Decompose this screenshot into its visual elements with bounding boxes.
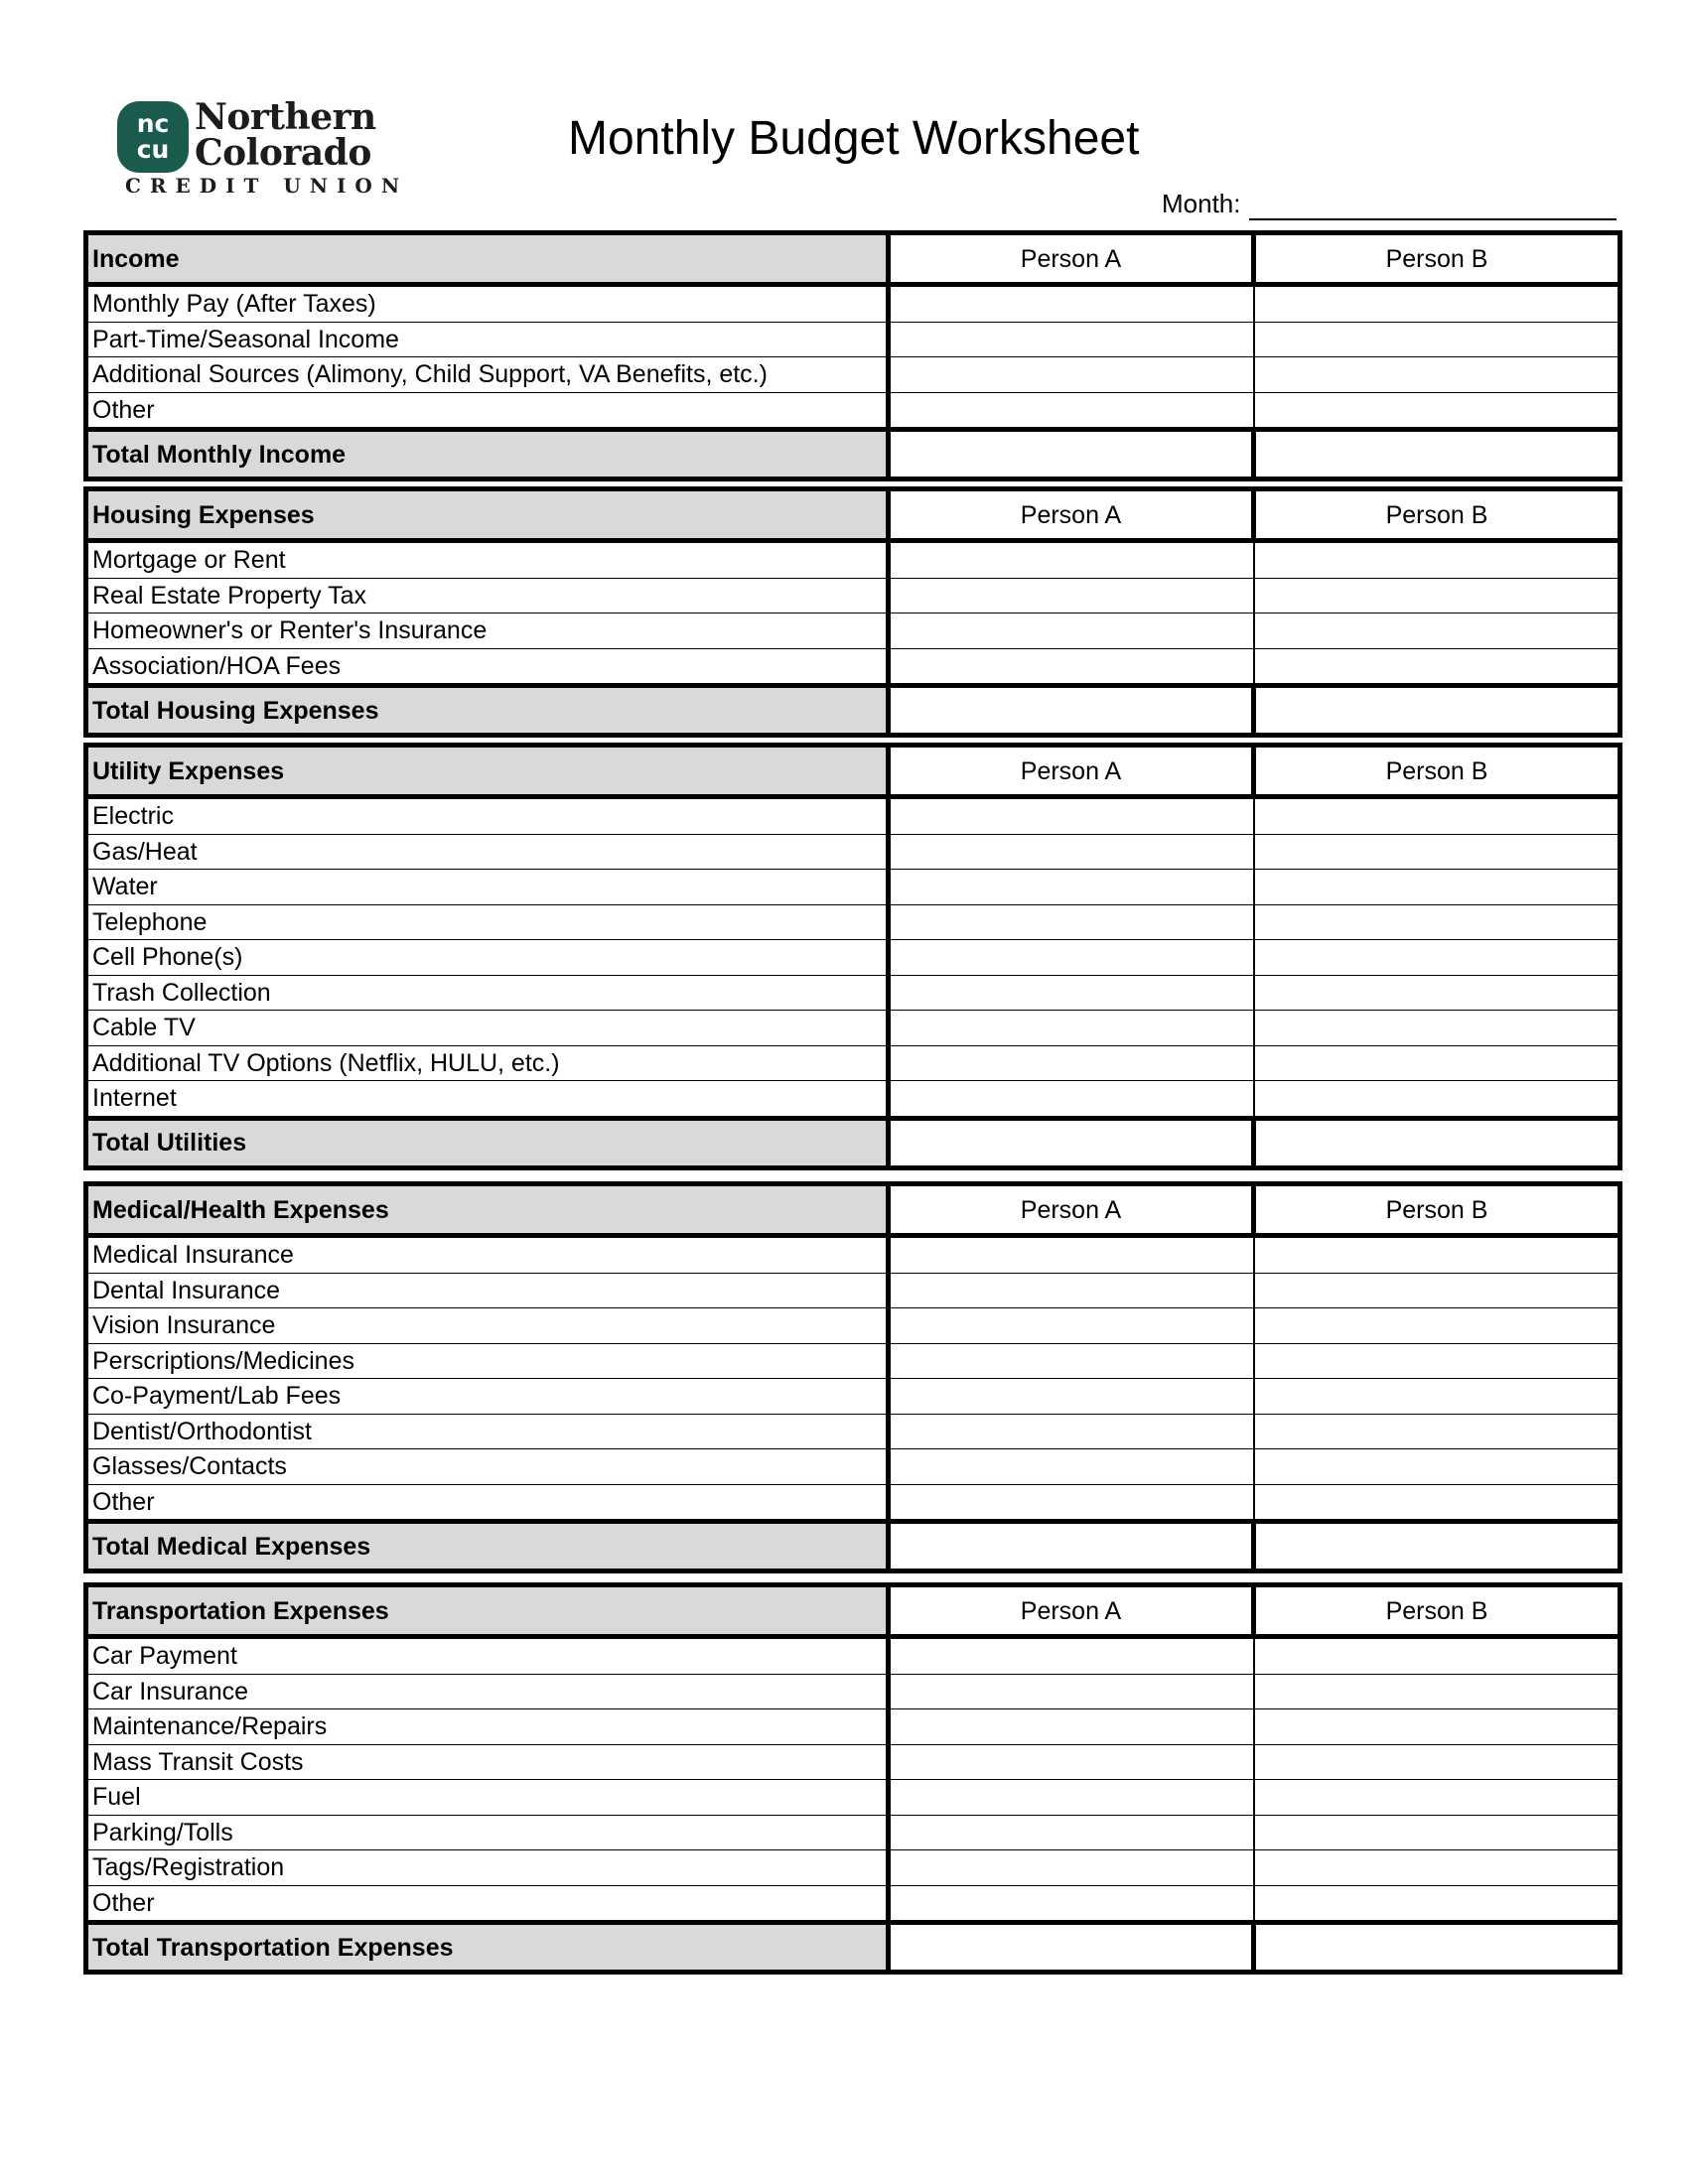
- page-title: Monthly Budget Worksheet: [568, 112, 1140, 165]
- person-b-cell[interactable]: [1254, 797, 1620, 835]
- person-a-cell[interactable]: [889, 648, 1254, 686]
- section-header: Medical/Health Expenses: [86, 1184, 889, 1236]
- person-b-cell[interactable]: [1254, 614, 1620, 649]
- row-label: Co-Payment/Lab Fees: [86, 1379, 889, 1415]
- person-b-cell[interactable]: [1254, 975, 1620, 1011]
- table-row: [86, 614, 1620, 649]
- table-row: [86, 392, 1620, 430]
- table-row: [86, 1815, 1620, 1850]
- table-row: [86, 1780, 1620, 1816]
- table-row: [86, 1081, 1620, 1119]
- logo-name-line2: Colorado: [195, 132, 371, 174]
- section-header-row: [86, 233, 1620, 285]
- logo-name-line1: Northern: [195, 96, 376, 138]
- table-row: [86, 1379, 1620, 1415]
- person-b-cell[interactable]: [1254, 1637, 1620, 1675]
- income-table: [83, 230, 1622, 481]
- total-label: Total Transportation Expenses: [86, 1923, 889, 1973]
- row-label: Part-Time/Seasonal Income: [86, 322, 889, 357]
- row-label: Dental Insurance: [86, 1273, 889, 1308]
- section-header-row: [86, 489, 1620, 541]
- person-a-total-cell[interactable]: [889, 1118, 1254, 1167]
- person-b-cell[interactable]: [1254, 904, 1620, 940]
- row-label: Additional TV Options (Netflix, HULU, etc.): [86, 1045, 889, 1081]
- table-row: [86, 1308, 1620, 1344]
- table-row: [86, 904, 1620, 940]
- person-b-cell[interactable]: [1254, 1273, 1620, 1308]
- section-header: Utility Expenses: [86, 746, 889, 797]
- person-b-cell[interactable]: [1254, 541, 1620, 579]
- row-label: Water: [86, 870, 889, 905]
- person-b-cell[interactable]: [1254, 1780, 1620, 1816]
- table-row: [86, 1011, 1620, 1046]
- person-b-cell[interactable]: [1254, 1885, 1620, 1923]
- person-b-total-cell[interactable]: [1254, 1923, 1620, 1973]
- row-label: Monthly Pay (After Taxes): [86, 285, 889, 323]
- person-a-cell[interactable]: [889, 1081, 1254, 1119]
- row-label: Vision Insurance: [86, 1308, 889, 1344]
- person-a-cell[interactable]: [889, 1011, 1254, 1046]
- person-b-header: Person B: [1254, 1585, 1620, 1637]
- person-b-cell[interactable]: [1254, 1414, 1620, 1449]
- total-row: [86, 1118, 1620, 1167]
- person-b-header: Person B: [1254, 1184, 1620, 1236]
- person-b-header: Person B: [1254, 746, 1620, 797]
- section-header-row: [86, 1585, 1620, 1637]
- person-a-cell[interactable]: [889, 1308, 1254, 1344]
- section-header-row: [86, 1184, 1620, 1236]
- table-row: [86, 648, 1620, 686]
- section-header: Transportation Expenses: [86, 1585, 889, 1637]
- person-b-total-cell[interactable]: [1254, 1118, 1620, 1167]
- table-row: [86, 834, 1620, 870]
- person-b-cell[interactable]: [1254, 1343, 1620, 1379]
- person-b-cell[interactable]: [1254, 1379, 1620, 1415]
- person-b-cell[interactable]: [1254, 1850, 1620, 1886]
- person-b-cell[interactable]: [1254, 1045, 1620, 1081]
- person-b-cell[interactable]: [1254, 1744, 1620, 1780]
- table-row: [86, 870, 1620, 905]
- row-label: Maintenance/Repairs: [86, 1709, 889, 1745]
- person-b-cell[interactable]: [1254, 1308, 1620, 1344]
- person-a-cell[interactable]: [889, 1850, 1254, 1886]
- transportation-table: [83, 1582, 1622, 1975]
- person-a-cell[interactable]: [889, 940, 1254, 976]
- person-a-total-cell[interactable]: [889, 430, 1254, 479]
- person-a-cell[interactable]: [889, 322, 1254, 357]
- total-label: Total Medical Expenses: [86, 1522, 889, 1571]
- row-label: Parking/Tolls: [86, 1815, 889, 1850]
- row-label: Other: [86, 392, 889, 430]
- table-row: [86, 940, 1620, 976]
- person-b-cell[interactable]: [1254, 834, 1620, 870]
- table-row: [86, 322, 1620, 357]
- person-b-cell[interactable]: [1254, 392, 1620, 430]
- row-label: Mass Transit Costs: [86, 1744, 889, 1780]
- person-a-cell[interactable]: [889, 541, 1254, 579]
- person-b-total-cell[interactable]: [1254, 1522, 1620, 1571]
- logo-name: [195, 96, 376, 174]
- person-a-cell[interactable]: [889, 1637, 1254, 1675]
- person-a-header: Person A: [889, 1585, 1254, 1637]
- row-label: Medical Insurance: [86, 1236, 889, 1274]
- person-a-cell[interactable]: [889, 357, 1254, 393]
- person-a-total-cell[interactable]: [889, 1923, 1254, 1973]
- row-label: Car Insurance: [86, 1674, 889, 1709]
- person-a-cell[interactable]: [889, 578, 1254, 614]
- person-a-cell[interactable]: [889, 1815, 1254, 1850]
- row-label: Trash Collection: [86, 975, 889, 1011]
- person-a-header: Person A: [889, 489, 1254, 541]
- person-a-cell[interactable]: [889, 1780, 1254, 1816]
- person-b-cell[interactable]: [1254, 322, 1620, 357]
- person-b-cell[interactable]: [1254, 648, 1620, 686]
- section-header: Income: [86, 233, 889, 285]
- person-a-header: Person A: [889, 746, 1254, 797]
- person-a-cell[interactable]: [889, 1744, 1254, 1780]
- row-label: Tags/Registration: [86, 1850, 889, 1886]
- table-row: [86, 1449, 1620, 1485]
- row-label: Cable TV: [86, 1011, 889, 1046]
- month-label: Month:: [1162, 189, 1241, 218]
- person-a-cell[interactable]: [889, 1674, 1254, 1709]
- person-b-cell[interactable]: [1254, 1709, 1620, 1745]
- row-label: Gas/Heat: [86, 834, 889, 870]
- logo-subtitle: CREDIT UNION: [125, 174, 409, 198]
- total-row: [86, 1522, 1620, 1571]
- table-row: [86, 1343, 1620, 1379]
- person-b-total-cell[interactable]: [1254, 430, 1620, 479]
- person-a-cell[interactable]: [889, 1709, 1254, 1745]
- person-a-total-cell[interactable]: [889, 686, 1254, 736]
- table-row: [86, 1885, 1620, 1923]
- total-label: Total Housing Expenses: [86, 686, 889, 736]
- person-b-cell[interactable]: [1254, 1484, 1620, 1522]
- table-row: [86, 357, 1620, 393]
- row-label: Homeowner's or Renter's Insurance: [86, 614, 889, 649]
- person-a-cell[interactable]: [889, 1343, 1254, 1379]
- table-row: [86, 1850, 1620, 1886]
- table-row: [86, 1273, 1620, 1308]
- person-a-cell[interactable]: [889, 285, 1254, 323]
- person-b-cell[interactable]: [1254, 940, 1620, 976]
- total-label: Total Monthly Income: [86, 430, 889, 479]
- person-b-cell[interactable]: [1254, 1081, 1620, 1119]
- person-a-header: Person A: [889, 233, 1254, 285]
- person-a-cell[interactable]: [889, 1045, 1254, 1081]
- person-b-total-cell[interactable]: [1254, 686, 1620, 736]
- person-b-header: Person B: [1254, 489, 1620, 541]
- table-row: [86, 1236, 1620, 1274]
- person-a-cell[interactable]: [889, 1885, 1254, 1923]
- total-label: Total Utilities: [86, 1118, 889, 1167]
- person-b-cell[interactable]: [1254, 578, 1620, 614]
- row-label: Other: [86, 1484, 889, 1522]
- person-b-cell[interactable]: [1254, 870, 1620, 905]
- person-a-cell[interactable]: [889, 392, 1254, 430]
- person-b-cell[interactable]: [1254, 1449, 1620, 1485]
- row-label: Car Payment: [86, 1637, 889, 1675]
- person-a-cell[interactable]: [889, 1484, 1254, 1522]
- person-a-cell[interactable]: [889, 870, 1254, 905]
- person-a-cell[interactable]: [889, 904, 1254, 940]
- logo-badge-top: nc: [136, 109, 170, 138]
- row-label: Electric: [86, 797, 889, 835]
- person-a-cell[interactable]: [889, 834, 1254, 870]
- ncu-logo: [117, 96, 409, 201]
- person-b-cell[interactable]: [1254, 1674, 1620, 1709]
- person-b-cell[interactable]: [1254, 1011, 1620, 1046]
- table-row: [86, 1484, 1620, 1522]
- table-row: [86, 797, 1620, 835]
- person-a-cell[interactable]: [889, 1449, 1254, 1485]
- row-label: Dentist/Orthodontist: [86, 1414, 889, 1449]
- month-field[interactable]: [1249, 218, 1617, 220]
- table-row: [86, 975, 1620, 1011]
- table-row: [86, 1674, 1620, 1709]
- person-a-cell[interactable]: [889, 1273, 1254, 1308]
- person-b-header: Person B: [1254, 233, 1620, 285]
- row-label: Mortgage or Rent: [86, 541, 889, 579]
- medical-table: [83, 1181, 1622, 1573]
- person-b-cell[interactable]: [1254, 357, 1620, 393]
- person-a-cell[interactable]: [889, 1236, 1254, 1274]
- total-row: [86, 1923, 1620, 1973]
- row-label: Real Estate Property Tax: [86, 578, 889, 614]
- table-row: [86, 578, 1620, 614]
- person-a-cell[interactable]: [889, 614, 1254, 649]
- person-a-total-cell[interactable]: [889, 1522, 1254, 1571]
- person-a-cell[interactable]: [889, 797, 1254, 835]
- table-row: [86, 541, 1620, 579]
- section-header: Housing Expenses: [86, 489, 889, 541]
- total-row: [86, 686, 1620, 736]
- person-b-cell[interactable]: [1254, 285, 1620, 323]
- row-label: Cell Phone(s): [86, 940, 889, 976]
- utility-table: [83, 743, 1622, 1170]
- table-row: [86, 1414, 1620, 1449]
- table-row: [86, 1709, 1620, 1745]
- person-a-cell[interactable]: [889, 1414, 1254, 1449]
- table-row: [86, 1744, 1620, 1780]
- row-label: Perscriptions/Medicines: [86, 1343, 889, 1379]
- table-row: [86, 1637, 1620, 1675]
- row-label: Fuel: [86, 1780, 889, 1816]
- table-row: [86, 1045, 1620, 1081]
- person-a-cell[interactable]: [889, 975, 1254, 1011]
- person-a-header: Person A: [889, 1184, 1254, 1236]
- logo-badge: [117, 101, 189, 173]
- row-label: Association/HOA Fees: [86, 648, 889, 686]
- logo-badge-bottom: cu: [136, 135, 170, 164]
- person-b-cell[interactable]: [1254, 1236, 1620, 1274]
- housing-table: [83, 486, 1622, 738]
- row-label: Internet: [86, 1081, 889, 1119]
- total-row: [86, 430, 1620, 479]
- person-b-cell[interactable]: [1254, 1815, 1620, 1850]
- row-label: Glasses/Contacts: [86, 1449, 889, 1485]
- row-label: Additional Sources (Alimony, Child Support, VA Benefits, etc.): [86, 357, 889, 393]
- person-a-cell[interactable]: [889, 1379, 1254, 1415]
- table-row: [86, 285, 1620, 323]
- row-label: Other: [86, 1885, 889, 1923]
- row-label: Telephone: [86, 904, 889, 940]
- section-header-row: [86, 746, 1620, 797]
